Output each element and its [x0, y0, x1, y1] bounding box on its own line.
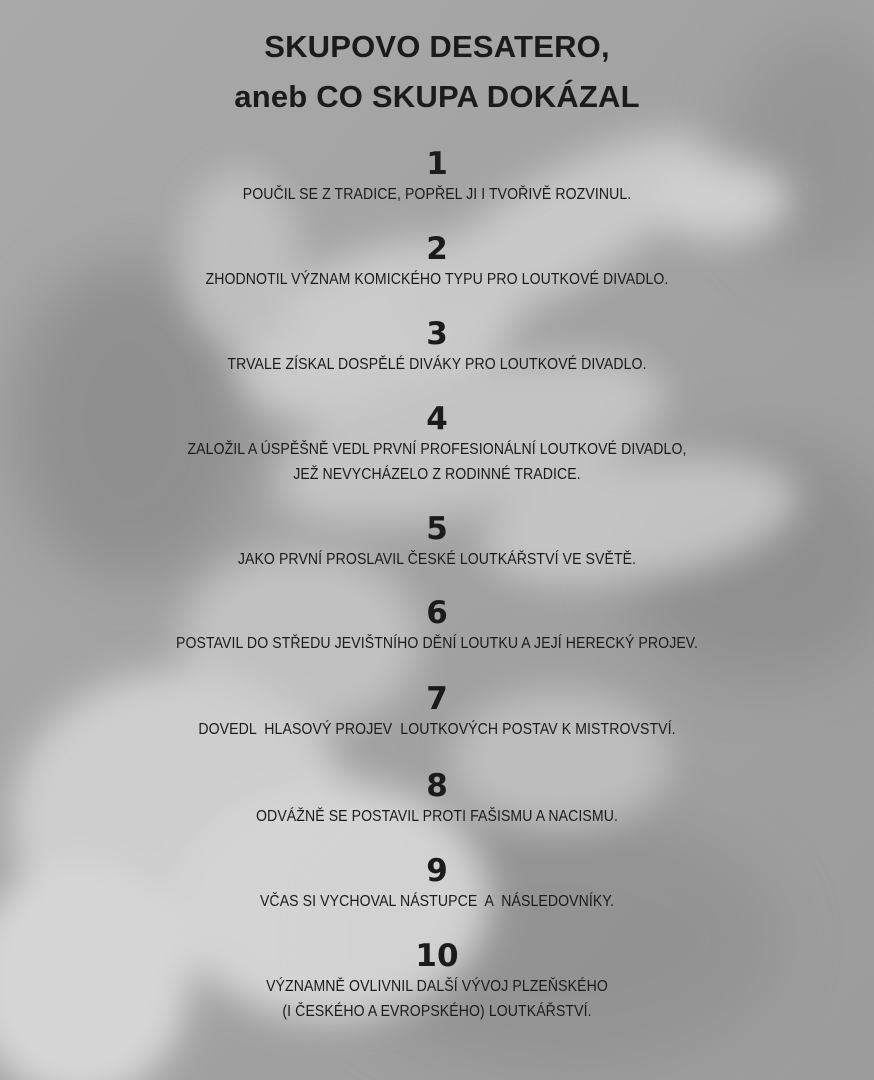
commandment-text: DOVEDL HLASOVÝ PROJEV LOUTKOVÝCH POSTAV K MISTROVSTVÍ.	[198, 721, 676, 738]
page-title-line-2: aneb CO SKUPA DOKÁZAL	[234, 79, 640, 114]
commandment-number: 7	[426, 681, 448, 717]
commandment-8	[0, 770, 874, 829]
commandment-text: ZALOŽIL A ÚSPĚŠNĚ VEDL PRVNÍ PROFESIONÁLNÍ LOUTKOVÉ DIVADLO, JEŽ NEVYCHÁZELO Z RODINNÉ TRADICE.	[187, 441, 687, 483]
commandment-number: 2	[426, 231, 448, 267]
commandment-text: TRVALE ZÍSKAL DOSPĚLÉ DIVÁKY PRO LOUTKOVÉ DIVADLO.	[227, 356, 647, 373]
commandment-number: 5	[426, 511, 448, 547]
commandment-5	[0, 513, 874, 572]
commandment-10	[0, 940, 874, 1024]
commandment-text: ODVÁŽNĚ SE POSTAVIL PROTI FAŠISMU A NACISMU.	[256, 808, 618, 825]
commandment-number: 10	[415, 938, 459, 974]
commandment-number: 6	[426, 595, 448, 631]
commandment-2	[0, 233, 874, 292]
commandment-number: 4	[426, 401, 448, 437]
commandment-1	[0, 148, 874, 207]
commandment-text: POUČIL SE Z TRADICE, POPŘEL JI I TVOŘIVĚ ROZVINUL.	[242, 186, 632, 203]
commandment-9	[0, 855, 874, 914]
commandment-text: VČAS SI VYCHOVAL NÁSTUPCE A NÁSLEDOVNÍKY.	[259, 893, 615, 910]
commandment-4	[0, 403, 874, 487]
page-title-line-1: SKUPOVO DESATERO,	[264, 29, 610, 64]
commandment-3	[0, 318, 874, 377]
commandment-number: 1	[426, 146, 448, 182]
commandment-6	[0, 597, 874, 656]
commandment-number: 3	[426, 316, 448, 352]
commandment-text: POSTAVIL DO STŘEDU JEVIŠTNÍHO DĚNÍ LOUTKU A JEJÍ HERECKÝ PROJEV.	[175, 635, 699, 652]
commandment-text: VÝZNAMNĚ OVLIVNIL DALŠÍ VÝVOJ PLZEŇSKÉHO (I ČESKÉHO A EVROPSKÉHO) LOUTKÁŘSTVÍ.	[266, 978, 608, 1020]
commandment-7	[0, 683, 874, 742]
commandment-text: JAKO PRVNÍ PROSLAVIL ČESKÉ LOUTKÁŘSTVÍ VE SVĚTĚ.	[237, 551, 637, 568]
commandment-number: 8	[426, 768, 448, 804]
commandment-text: ZHODNOTIL VÝZNAM KOMICKÉHO TYPU PRO LOUTKOVÉ DIVADLO.	[205, 271, 669, 288]
commandment-number: 9	[426, 853, 448, 889]
